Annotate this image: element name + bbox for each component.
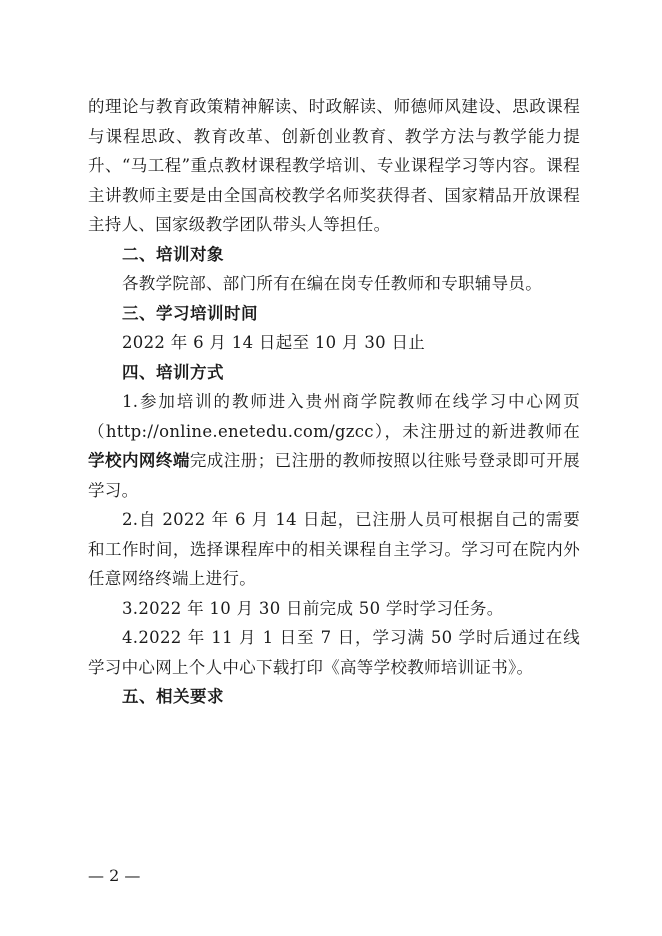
paragraph-audience: 各教学院部、部门所有在编在岗专任教师和专职辅导员。 bbox=[122, 274, 542, 293]
section-heading-audience: 二、培训对象 bbox=[122, 244, 224, 264]
document-body bbox=[88, 92, 580, 712]
method-1-text-before: 1.参加培训的教师进入贵州商学院教师在线学习中心网页（http://online.enetedu.com/gzcc），未注册过的新进教师在 bbox=[88, 392, 580, 441]
section-heading-method: 四、培训方式 bbox=[122, 362, 224, 382]
page-number: — 2 — bbox=[88, 866, 141, 885]
method-1-text-after: 完成注册；已注册的教师按照以往账号登录即可开展学习。 bbox=[88, 451, 580, 500]
paragraph-intro-continued: 的理论与教育政策精神解读、时政解读、师德师风建设、思政课程与课程思政、教育改革、创新创业教育、教学方法与教学能力提升、“马工程”重点教材课程教学培训、专业课程学习等内容。课程主讲教师主要是由全国高校教学名师奖获得者、国家精品开放课程主持人、国家级教学团队带头人等担任。 bbox=[88, 97, 580, 234]
paragraph-period: 2022 年 6 月 14 日起至 10 月 30 日止 bbox=[122, 333, 426, 352]
paragraph-method-4: 4.2022 年 11 月 1 日至 7 日，学习满 50 学时后通过在线学习中心网上个人中心下载打印《高等学校教师培训证书》。 bbox=[88, 628, 580, 677]
section-heading-requirements: 五、相关要求 bbox=[122, 687, 224, 706]
paragraph-method-2: 2.自 2022 年 6 月 14 日起，已注册人员可根据自己的需要和工作时间，选择课程库中的相关课程自主学习。学习可在院内外任意网络终端上进行。 bbox=[88, 510, 580, 588]
section-heading-period: 三、学习培训时间 bbox=[122, 303, 258, 323]
paragraph-method-3: 3.2022 年 10 月 30 日前完成 50 学时学习任务。 bbox=[122, 598, 504, 618]
paragraph-method-1 bbox=[88, 387, 580, 505]
method-1-emphasis: 学校内网终端 bbox=[88, 451, 190, 470]
